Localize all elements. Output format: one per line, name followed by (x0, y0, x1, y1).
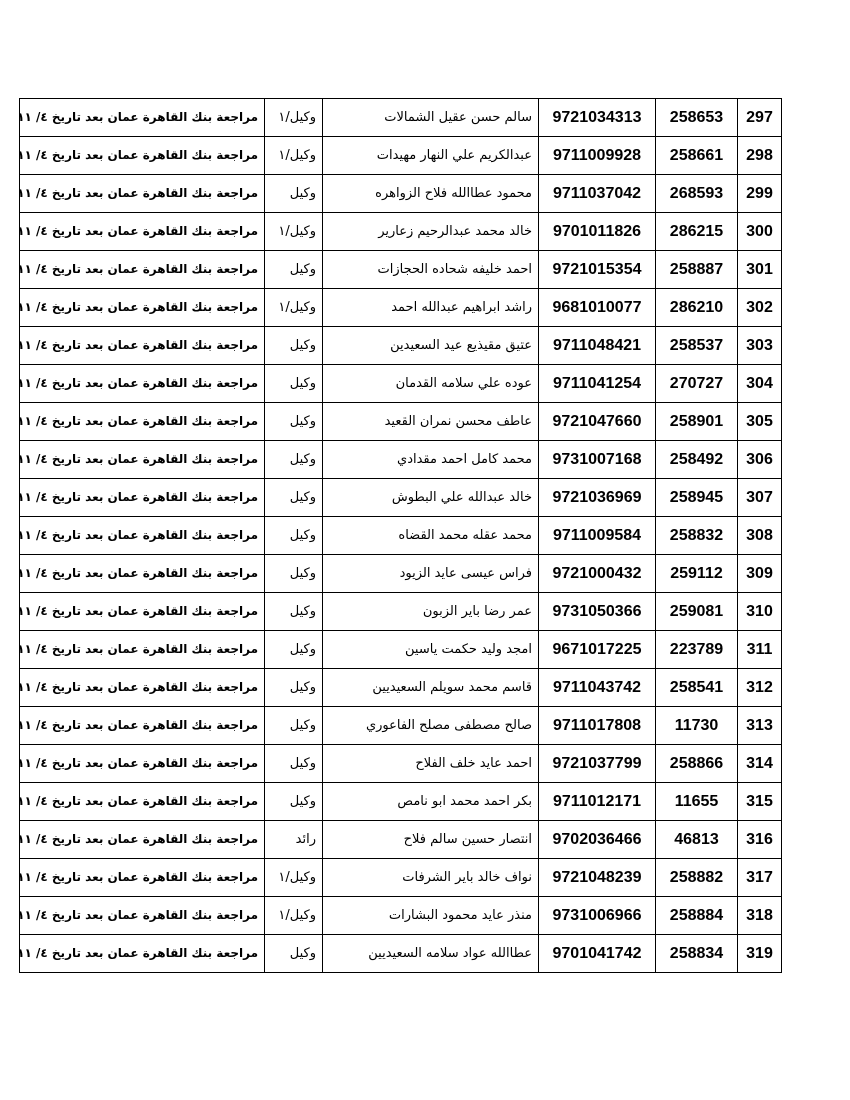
row-index-cell: 303 (738, 327, 782, 365)
rank-cell: وكيل (265, 517, 323, 555)
national-id-cell: 9721015354 (539, 251, 656, 289)
rank-cell: وكيل/١ (265, 897, 323, 935)
rank-cell: وكيل (265, 745, 323, 783)
row-index-cell: 317 (738, 859, 782, 897)
service-number-cell: 286215 (656, 213, 738, 251)
service-number-cell: 258834 (656, 935, 738, 973)
note-cell: مراجعة بنك القاهرة عمان بعد تاريخ ٤/ ١١ (20, 365, 265, 403)
service-number-cell: 286210 (656, 289, 738, 327)
service-number-cell: 258866 (656, 745, 738, 783)
row-index-cell: 306 (738, 441, 782, 479)
note-cell: مراجعة بنك القاهرة عمان بعد تاريخ ٤/ ١١ (20, 99, 265, 137)
national-id-cell: 9711037042 (539, 175, 656, 213)
note-cell: مراجعة بنك القاهرة عمان بعد تاريخ ٤/ ١١ (20, 517, 265, 555)
note-cell: مراجعة بنك القاهرة عمان بعد تاريخ ٤/ ١١ (20, 935, 265, 973)
rank-cell: وكيل (265, 669, 323, 707)
row-index-cell: 308 (738, 517, 782, 555)
rank-cell: وكيل/١ (265, 99, 323, 137)
national-id-cell: 9721048239 (539, 859, 656, 897)
row-index-cell: 301 (738, 251, 782, 289)
rank-cell: وكيل (265, 251, 323, 289)
note-cell: مراجعة بنك القاهرة عمان بعد تاريخ ٤/ ١١ (20, 821, 265, 859)
national-id-cell: 9721000432 (539, 555, 656, 593)
service-number-cell: 11655 (656, 783, 738, 821)
full-name-cell: فراس عيسى عايد الزيود (323, 555, 539, 593)
service-number-cell: 46813 (656, 821, 738, 859)
table-row (20, 897, 782, 935)
row-index-cell: 312 (738, 669, 782, 707)
personnel-table (19, 98, 782, 973)
table-row (20, 213, 782, 251)
national-id-cell: 9731006966 (539, 897, 656, 935)
service-number-cell: 258887 (656, 251, 738, 289)
national-id-cell: 9711041254 (539, 365, 656, 403)
full-name-cell: امجد وليد حكمت ياسين (323, 631, 539, 669)
note-cell: مراجعة بنك القاهرة عمان بعد تاريخ ٤/ ١١ (20, 859, 265, 897)
full-name-cell: احمد عايد خلف الفلاح (323, 745, 539, 783)
rank-cell: رائد (265, 821, 323, 859)
row-index-cell: 309 (738, 555, 782, 593)
full-name-cell: عاطف محسن نمران القعيد (323, 403, 539, 441)
rank-cell: وكيل/١ (265, 213, 323, 251)
national-id-cell: 9711012171 (539, 783, 656, 821)
table-row (20, 517, 782, 555)
table-row (20, 821, 782, 859)
full-name-cell: عوده علي سلامه القدمان (323, 365, 539, 403)
table-row (20, 935, 782, 973)
service-number-cell: 268593 (656, 175, 738, 213)
note-cell: مراجعة بنك القاهرة عمان بعد تاريخ ٤/ ١١ (20, 251, 265, 289)
full-name-cell: عطاالله عواد سلامه السعيديين (323, 935, 539, 973)
national-id-cell: 9721037799 (539, 745, 656, 783)
row-index-cell: 311 (738, 631, 782, 669)
rank-cell: وكيل (265, 365, 323, 403)
rank-cell: وكيل/١ (265, 289, 323, 327)
row-index-cell: 305 (738, 403, 782, 441)
table-row (20, 137, 782, 175)
rank-cell: وكيل (265, 555, 323, 593)
table-row (20, 859, 782, 897)
full-name-cell: نواف خالد باير الشرفات (323, 859, 539, 897)
full-name-cell: سالم حسن عقيل الشمالات (323, 99, 539, 137)
row-index-cell: 319 (738, 935, 782, 973)
full-name-cell: محمود عطاالله فلاح الزواهره (323, 175, 539, 213)
row-index-cell: 316 (738, 821, 782, 859)
table-row (20, 707, 782, 745)
national-id-cell: 9711043742 (539, 669, 656, 707)
rank-cell: وكيل (265, 593, 323, 631)
table-row (20, 365, 782, 403)
national-id-cell: 9731050366 (539, 593, 656, 631)
full-name-cell: خالد عبدالله علي البطوش (323, 479, 539, 517)
table-row (20, 555, 782, 593)
row-index-cell: 302 (738, 289, 782, 327)
row-index-cell: 298 (738, 137, 782, 175)
note-cell: مراجعة بنك القاهرة عمان بعد تاريخ ٤/ ١١ (20, 897, 265, 935)
note-cell: مراجعة بنك القاهرة عمان بعد تاريخ ٤/ ١١ (20, 289, 265, 327)
national-id-cell: 9721047660 (539, 403, 656, 441)
service-number-cell: 258541 (656, 669, 738, 707)
full-name-cell: احمد خليفه شحاده الحجازات (323, 251, 539, 289)
national-id-cell: 9681010077 (539, 289, 656, 327)
table-row (20, 593, 782, 631)
table-row (20, 745, 782, 783)
note-cell: مراجعة بنك القاهرة عمان بعد تاريخ ٤/ ١١ (20, 593, 265, 631)
rank-cell: وكيل/١ (265, 137, 323, 175)
rank-cell: وكيل (265, 783, 323, 821)
note-cell: مراجعة بنك القاهرة عمان بعد تاريخ ٤/ ١١ (20, 327, 265, 365)
row-index-cell: 297 (738, 99, 782, 137)
service-number-cell: 258884 (656, 897, 738, 935)
full-name-cell: منذر عايد محمود البشارات (323, 897, 539, 935)
note-cell: مراجعة بنك القاهرة عمان بعد تاريخ ٤/ ١١ (20, 441, 265, 479)
table-row (20, 327, 782, 365)
rank-cell: وكيل (265, 707, 323, 745)
note-cell: مراجعة بنك القاهرة عمان بعد تاريخ ٤/ ١١ (20, 479, 265, 517)
rank-cell: وكيل (265, 479, 323, 517)
table-row (20, 669, 782, 707)
note-cell: مراجعة بنك القاهرة عمان بعد تاريخ ٤/ ١١ (20, 783, 265, 821)
national-id-cell: 9711009584 (539, 517, 656, 555)
full-name-cell: محمد عقله محمد القضاه (323, 517, 539, 555)
full-name-cell: خالد محمد عبدالرحيم زعارير (323, 213, 539, 251)
full-name-cell: بكر احمد محمد ابو نامص (323, 783, 539, 821)
service-number-cell: 258661 (656, 137, 738, 175)
note-cell: مراجعة بنك القاهرة عمان بعد تاريخ ٤/ ١١ (20, 555, 265, 593)
row-index-cell: 307 (738, 479, 782, 517)
national-id-cell: 9711017808 (539, 707, 656, 745)
table-row (20, 99, 782, 137)
service-number-cell: 259081 (656, 593, 738, 631)
note-cell: مراجعة بنك القاهرة عمان بعد تاريخ ٤/ ١١ (20, 213, 265, 251)
service-number-cell: 259112 (656, 555, 738, 593)
table-row (20, 631, 782, 669)
national-id-cell: 9671017225 (539, 631, 656, 669)
rank-cell: وكيل (265, 403, 323, 441)
note-cell: مراجعة بنك القاهرة عمان بعد تاريخ ٤/ ١١ (20, 669, 265, 707)
service-number-cell: 258832 (656, 517, 738, 555)
table-row (20, 289, 782, 327)
table-row (20, 403, 782, 441)
national-id-cell: 9721034313 (539, 99, 656, 137)
row-index-cell: 318 (738, 897, 782, 935)
service-number-cell: 258945 (656, 479, 738, 517)
national-id-cell: 9711009928 (539, 137, 656, 175)
personnel-table-body (17, 99, 782, 973)
full-name-cell: راشد ابراهيم عبدالله احمد (323, 289, 539, 327)
note-cell: مراجعة بنك القاهرة عمان بعد تاريخ ٤/ ١١ (20, 403, 265, 441)
row-index-cell: 300 (738, 213, 782, 251)
row-index-cell: 313 (738, 707, 782, 745)
service-number-cell: 258653 (656, 99, 738, 137)
rank-cell: وكيل (265, 631, 323, 669)
full-name-cell: انتصار حسين سالم فلاح (323, 821, 539, 859)
note-cell: مراجعة بنك القاهرة عمان بعد تاريخ ٤/ ١١ (20, 707, 265, 745)
full-name-cell: عتيق مقيذيع عيد السعيدين (323, 327, 539, 365)
row-index-cell: 310 (738, 593, 782, 631)
service-number-cell: 223789 (656, 631, 738, 669)
rank-cell: وكيل (265, 935, 323, 973)
table-row (20, 441, 782, 479)
full-name-cell: صالح مصطفى مصلح الفاعوري (323, 707, 539, 745)
national-id-cell: 9701041742 (539, 935, 656, 973)
full-name-cell: عمر رضا باير الزبون (323, 593, 539, 631)
row-index-cell: 314 (738, 745, 782, 783)
full-name-cell: قاسم محمد سويلم السعيديين (323, 669, 539, 707)
national-id-cell: 9721036969 (539, 479, 656, 517)
rank-cell: وكيل (265, 327, 323, 365)
note-cell: مراجعة بنك القاهرة عمان بعد تاريخ ٤/ ١١ (20, 175, 265, 213)
row-index-cell: 315 (738, 783, 782, 821)
national-id-cell: 9702036466 (539, 821, 656, 859)
service-number-cell: 258901 (656, 403, 738, 441)
full-name-cell: محمد كامل احمد مقدادي (323, 441, 539, 479)
table-row (20, 251, 782, 289)
service-number-cell: 270727 (656, 365, 738, 403)
service-number-cell: 258882 (656, 859, 738, 897)
rank-cell: وكيل (265, 441, 323, 479)
service-number-cell: 258492 (656, 441, 738, 479)
table-row (20, 479, 782, 517)
service-number-cell: 258537 (656, 327, 738, 365)
table-row (20, 175, 782, 213)
note-cell: مراجعة بنك القاهرة عمان بعد تاريخ ٤/ ١١ (20, 137, 265, 175)
national-id-cell: 9701011826 (539, 213, 656, 251)
rank-cell: وكيل (265, 175, 323, 213)
row-index-cell: 299 (738, 175, 782, 213)
national-id-cell: 9711048421 (539, 327, 656, 365)
full-name-cell: عبدالكريم علي النهار مهيدات (323, 137, 539, 175)
rank-cell: وكيل/١ (265, 859, 323, 897)
table-row (20, 783, 782, 821)
service-number-cell: 11730 (656, 707, 738, 745)
note-cell: مراجعة بنك القاهرة عمان بعد تاريخ ٤/ ١١ (20, 631, 265, 669)
national-id-cell: 9731007168 (539, 441, 656, 479)
note-cell: مراجعة بنك القاهرة عمان بعد تاريخ ٤/ ١١ (20, 745, 265, 783)
row-index-cell: 304 (738, 365, 782, 403)
